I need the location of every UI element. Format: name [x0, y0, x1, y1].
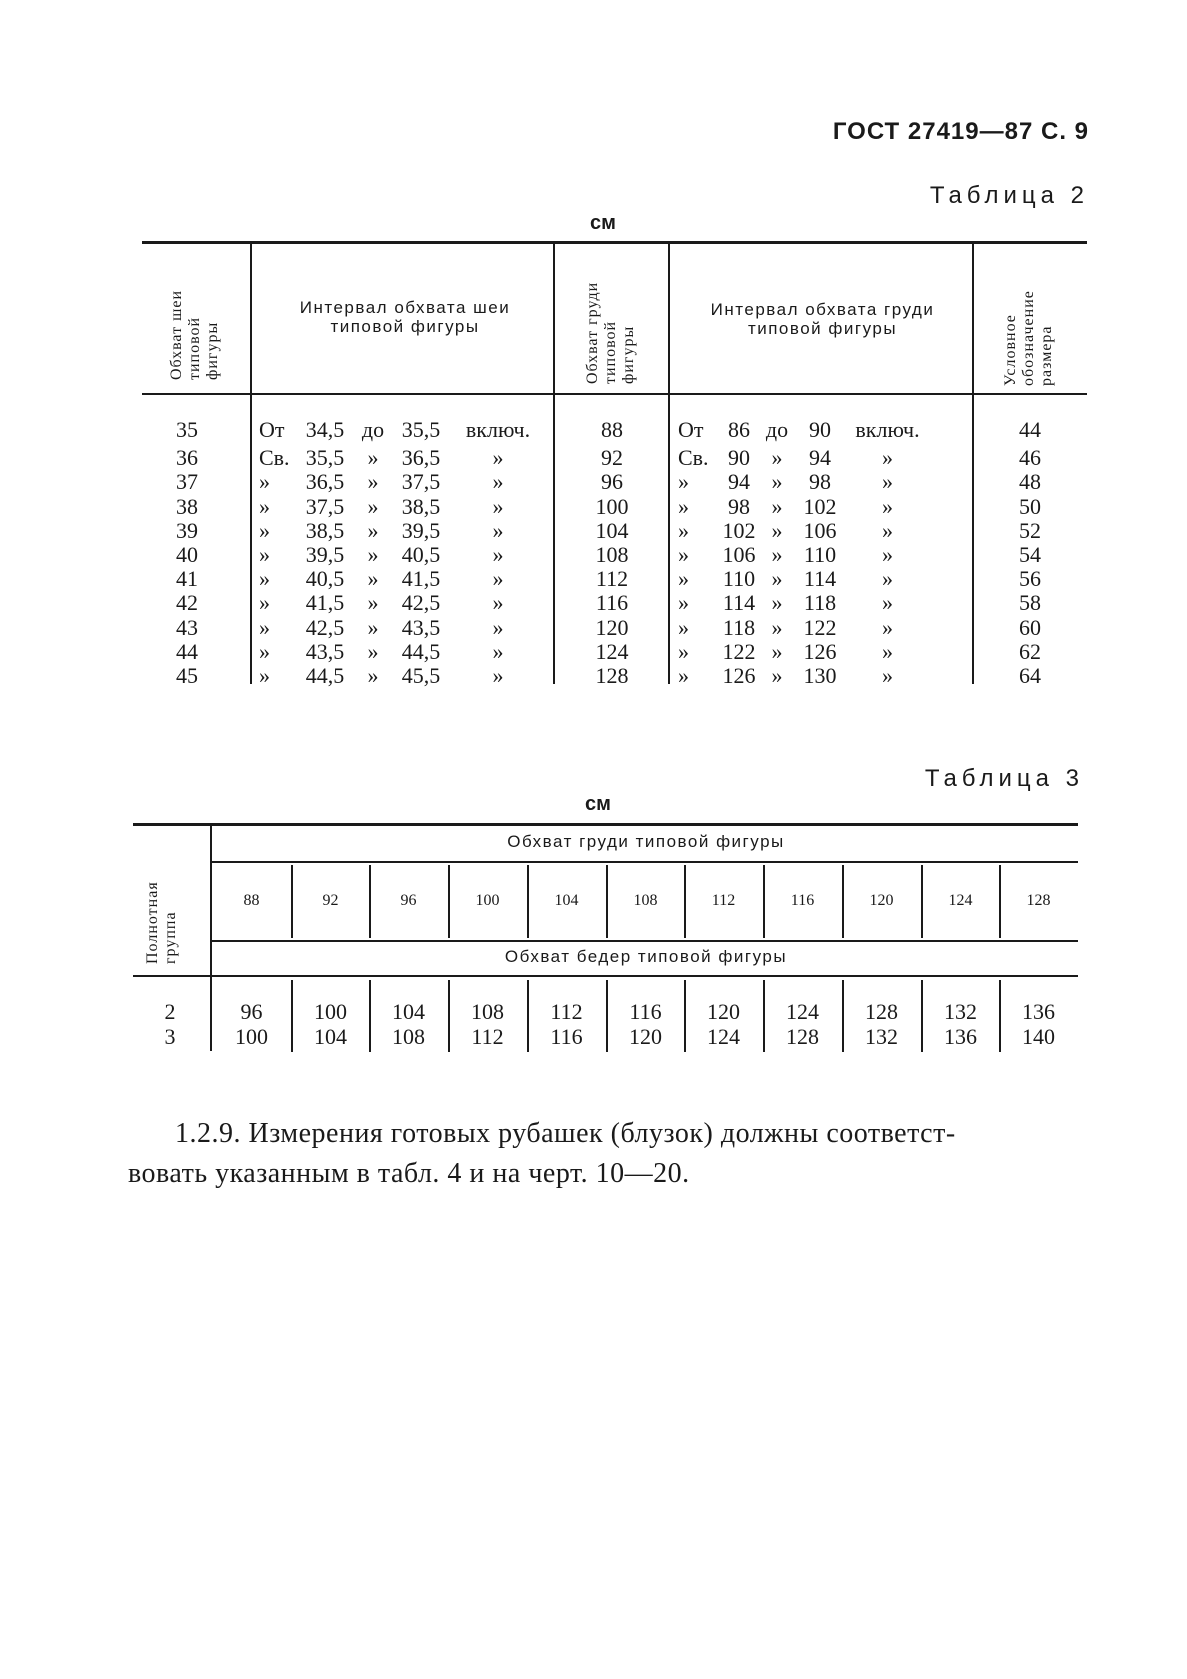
paragraph-line-1: 1.2.9. Измерения готовых рубашек (блузок) должны соответст-	[175, 1118, 956, 1149]
table2-cell-n_to: 40,5	[401, 542, 441, 567]
table2-cell-chest: 92	[601, 445, 623, 470]
table2-cell-c_post: »	[882, 590, 893, 615]
table2-cell-n_to: 44,5	[401, 639, 441, 664]
table3-hip-value: 124	[707, 1024, 740, 1049]
table2-cell-c_pre: Св.	[678, 445, 709, 470]
table3-top-rule	[133, 823, 1078, 826]
table2-cell-c_mid: »	[771, 590, 783, 615]
table3-hip-value: 104	[314, 1024, 347, 1049]
table3-hip-value: 120	[707, 999, 740, 1024]
table2-cell-c_post: »	[882, 639, 893, 664]
table2-cell-c_from: 122	[722, 639, 756, 664]
table3-header-rule	[133, 975, 1078, 977]
table3-chest-value: 120	[869, 892, 894, 909]
table2-cell-n_from: 40,5	[305, 566, 345, 591]
table2-cell-c_from: 106	[722, 542, 756, 567]
table2-cell-n_mid: »	[367, 445, 379, 470]
table2-cell-n_pre: »	[259, 469, 270, 494]
table2-cell-c_pre: »	[678, 615, 689, 640]
table2-cell-chest: 128	[595, 663, 629, 688]
table2-cell-c_to: 122	[803, 615, 837, 640]
table2-cell-c_to: 126	[803, 639, 837, 664]
table2-cell-size: 44	[1019, 417, 1041, 442]
table2-cell-c_to: 98	[809, 469, 831, 494]
table3-chest-value: 116	[790, 892, 815, 909]
table2-cell-c_pre: »	[678, 494, 689, 519]
table3-chest-value: 88	[243, 892, 260, 909]
table2-header-neck-girth: Обхват шеи типовой фигуры	[168, 289, 221, 380]
table2-cell-n_mid: »	[367, 518, 379, 543]
table2-cell-n_from: 44,5	[305, 663, 345, 688]
table2-header-neck-interval: Интервал обхвата шеи типовой фигуры	[299, 298, 511, 336]
table2-cell-c_mid: до	[765, 417, 789, 442]
table2-cell-c_pre: »	[678, 542, 689, 567]
table2-cell-c_to: 106	[803, 518, 837, 543]
table2-cell-n_post: »	[492, 518, 504, 543]
table2-cell-chest: 108	[595, 542, 629, 567]
table3-chest-value: 96	[400, 892, 417, 909]
table2-cell-neck: 44	[176, 639, 198, 664]
table2-caption: Таблица 2	[929, 182, 1089, 209]
table2-col-divider	[553, 244, 555, 684]
table2-cell-c_pre: »	[678, 566, 689, 591]
table2-cell-n_post: »	[492, 639, 504, 664]
table2-header-chest-girth: Обхват груди типовой фигуры	[584, 281, 637, 384]
table2-cell-size: 48	[1019, 469, 1041, 494]
table2-cell-n_post: »	[492, 445, 504, 470]
table2-cell-chest: 124	[595, 639, 629, 664]
table2-cell-c_post: »	[882, 469, 893, 494]
table2-cell-size: 58	[1019, 590, 1041, 615]
table2-cell-n_mid: »	[367, 494, 379, 519]
table2-cell-neck: 36	[176, 445, 198, 470]
table2-cell-c_from: 118	[722, 615, 756, 640]
table2-cell-n_to: 35,5	[401, 417, 441, 442]
table3-unit: см	[585, 793, 611, 815]
table2-cell-c_from: 114	[722, 590, 756, 615]
table2-cell-n_pre: »	[259, 639, 270, 664]
table2-header-size-designation: Условное обозначение размера	[1002, 290, 1055, 386]
table2-cell-c_post: »	[882, 445, 893, 470]
table3-hip-value: 96	[240, 999, 263, 1024]
table2-unit: см	[590, 212, 616, 234]
table2-cell-chest: 116	[595, 590, 629, 615]
table2-cell-n_from: 37,5	[305, 494, 345, 519]
table2-cell-neck: 37	[176, 469, 198, 494]
table3-header-hips: Обхват бедер типовой фигуры	[504, 947, 788, 966]
table2-cell-neck: 43	[176, 615, 198, 640]
table3-chest-value: 100	[475, 892, 500, 909]
table3-chest-value: 128	[1026, 892, 1051, 909]
table2-cell-size: 52	[1019, 518, 1041, 543]
table2-cell-c_pre: »	[678, 590, 689, 615]
table3-hip-value: 120	[629, 1024, 662, 1049]
table2-cell-chest: 112	[595, 566, 629, 591]
table2-cell-n_mid: »	[367, 566, 379, 591]
table2-cell-size: 64	[1019, 663, 1041, 688]
table2-cell-n_post: »	[492, 566, 504, 591]
table2-cell-c_to: 114	[803, 566, 837, 591]
page-header: ГОСТ 27419—87 С. 9	[832, 118, 1089, 145]
table3-group: 3	[164, 1024, 176, 1049]
table2-cell-neck: 41	[176, 566, 198, 591]
table2-cell-n_mid: »	[367, 469, 379, 494]
table2-cell-n_from: 35,5	[305, 445, 345, 470]
table3-chest-value: 124	[948, 892, 973, 909]
table2-cell-neck: 40	[176, 542, 198, 567]
table2-cell-c_from: 86	[728, 417, 750, 442]
table2-cell-neck: 35	[176, 417, 198, 442]
table2-cell-c_post: »	[882, 566, 893, 591]
table2-cell-c_mid: »	[771, 639, 783, 664]
table2-cell-n_to: 45,5	[401, 663, 441, 688]
table2-cell-n_from: 41,5	[305, 590, 345, 615]
table2-cell-c_mid: »	[771, 445, 783, 470]
table2-cell-c_from: 90	[728, 445, 750, 470]
table2-cell-c_pre: »	[678, 663, 689, 688]
table2-cell-c_post: »	[882, 518, 893, 543]
table2-cell-c_post: »	[882, 542, 893, 567]
table2-cell-c_mid: »	[771, 615, 783, 640]
table3-header-chest: Обхват груди типовой фигуры	[507, 832, 785, 851]
table2-cell-chest: 88	[601, 417, 623, 442]
table2-cell-n_post: »	[492, 469, 504, 494]
table2-cell-c_to: 118	[803, 590, 837, 615]
table3-chest-value: 108	[633, 892, 658, 909]
table2-cell-n_to: 42,5	[401, 590, 441, 615]
table2-cell-c_from: 98	[728, 494, 750, 519]
table2-cell-c_mid: »	[771, 494, 783, 519]
table2-cell-n_to: 36,5	[401, 445, 441, 470]
table2-cell-n_mid: »	[367, 663, 379, 688]
table3-hip-value: 116	[550, 1024, 583, 1049]
table2-cell-c_pre: »	[678, 639, 689, 664]
table3-caption: Таблица 3	[924, 765, 1084, 792]
table3-header-group: Полнотная группа	[144, 881, 179, 964]
table3-chest-value: 112	[711, 892, 736, 909]
table3-hip-value: 104	[392, 999, 425, 1024]
table2-top-rule	[142, 241, 1087, 244]
table2-header-rule	[142, 393, 1087, 395]
table2-cell-c_to: 90	[809, 417, 831, 442]
table2-cell-neck: 39	[176, 518, 198, 543]
table2-cell-c_post: »	[882, 494, 893, 519]
table2-cell-n_to: 37,5	[401, 469, 441, 494]
table2-cell-n_to: 39,5	[401, 518, 441, 543]
table2-cell-c_pre: »	[678, 469, 689, 494]
table2-cell-neck: 42	[176, 590, 198, 615]
table2-cell-n_pre: »	[259, 494, 270, 519]
table2-cell-c_from: 94	[728, 469, 750, 494]
table3-hip-value: 108	[392, 1024, 425, 1049]
table2-cell-n_post: »	[492, 590, 504, 615]
table2-cell-c_to: 110	[803, 542, 837, 567]
table3-hip-value: 136	[944, 1024, 977, 1049]
table2-cell-n_from: 38,5	[305, 518, 345, 543]
table2-cell-c_post: »	[882, 615, 893, 640]
table2-cell-n_post: »	[492, 494, 504, 519]
table2-col-divider	[972, 244, 974, 684]
table2-cell-n_mid: »	[367, 615, 379, 640]
table3-group: 2	[164, 999, 176, 1024]
table2-cell-n_pre: »	[259, 542, 270, 567]
table2-cell-n_to: 43,5	[401, 615, 441, 640]
table2-cell-c_pre: »	[678, 518, 689, 543]
table2-header-chest-interval: Интервал обхвата груди типовой фигуры	[710, 300, 935, 338]
table2-cell-n_pre: От	[259, 417, 285, 442]
table2-cell-chest: 104	[595, 518, 629, 543]
table2-cell-size: 62	[1019, 639, 1041, 664]
table2-cell-n_post: »	[492, 663, 504, 688]
table2-cell-c_post: »	[882, 663, 893, 688]
table3-hip-value: 132	[944, 999, 977, 1024]
table2-cell-c_mid: »	[771, 663, 783, 688]
table3-hip-value: 112	[471, 1024, 504, 1049]
table2-cell-n_mid: »	[367, 639, 379, 664]
table3-chest-values-rule	[212, 940, 1078, 942]
table2-cell-c_to: 94	[809, 445, 831, 470]
table2-cell-n_mid: »	[367, 590, 379, 615]
table2-cell-c_mid: »	[771, 542, 783, 567]
table3-hip-value: 128	[865, 999, 898, 1024]
table2-cell-size: 56	[1019, 566, 1041, 591]
table2-cell-n_pre: Св.	[259, 445, 290, 470]
table2-cell-n_from: 42,5	[305, 615, 345, 640]
table2-cell-neck: 38	[176, 494, 198, 519]
table3-hip-value: 100	[235, 1024, 268, 1049]
table2-cell-n_mid: до	[361, 417, 385, 442]
table3-hip-value: 124	[786, 999, 819, 1024]
table2-cell-c_to: 102	[803, 494, 837, 519]
table2-cell-size: 54	[1019, 542, 1041, 567]
table2-cell-n_pre: »	[259, 615, 270, 640]
table3-chest-header-rule	[212, 861, 1078, 863]
table2-cell-n_mid: »	[367, 542, 379, 567]
table2-cell-c_to: 130	[803, 663, 837, 688]
table2-cell-c_from: 126	[722, 663, 756, 688]
table3-hip-value: 112	[550, 999, 583, 1024]
table2-cell-c_mid: »	[771, 518, 783, 543]
table2-cell-n_from: 34,5	[305, 417, 345, 442]
table2-cell-c_from: 110	[722, 566, 756, 591]
table3-hip-value: 132	[865, 1024, 898, 1049]
table3-hip-value: 108	[471, 999, 504, 1024]
table2-cell-c_pre: От	[678, 417, 704, 442]
table2-cell-size: 46	[1019, 445, 1041, 470]
table3-hip-value: 100	[314, 999, 347, 1024]
paragraph-line-2: вовать указанным в табл. 4 и на черт. 10—20.	[128, 1158, 690, 1189]
table2-cell-n_post: »	[492, 542, 504, 567]
table2-cell-neck: 45	[176, 663, 198, 688]
table3-chest-value: 104	[554, 892, 579, 909]
table2-cell-n_from: 43,5	[305, 639, 345, 664]
table2-cell-c_post: включ.	[855, 417, 920, 442]
table3-hip-value: 140	[1022, 1024, 1055, 1049]
table2-cell-size: 50	[1019, 494, 1041, 519]
table2-cell-n_post: включ.	[465, 417, 531, 442]
table3-hip-value: 128	[786, 1024, 819, 1049]
table2-cell-c_mid: »	[771, 469, 783, 494]
table2-cell-c_from: 102	[722, 518, 756, 543]
table2-cell-n_post: »	[492, 615, 504, 640]
table2-cell-n_pre: »	[259, 566, 270, 591]
table2-cell-n_pre: »	[259, 590, 270, 615]
table2-cell-n_from: 36,5	[305, 469, 345, 494]
table2-cell-n_pre: »	[259, 663, 270, 688]
table2-cell-n_to: 41,5	[401, 566, 441, 591]
table3-hip-value: 116	[629, 999, 662, 1024]
table3-hip-value: 136	[1022, 999, 1055, 1024]
table2-cell-size: 60	[1019, 615, 1041, 640]
table2-cell-c_mid: »	[771, 566, 783, 591]
table3-chest-value: 92	[322, 892, 339, 909]
table2-col-divider	[250, 244, 252, 684]
table2-cell-n_pre: »	[259, 518, 270, 543]
table2-col-divider	[668, 244, 670, 684]
table2-cell-n_to: 38,5	[401, 494, 441, 519]
table2-cell-chest: 100	[595, 494, 629, 519]
table2-cell-n_from: 39,5	[305, 542, 345, 567]
table2-cell-chest: 120	[595, 615, 629, 640]
table2-cell-chest: 96	[601, 469, 623, 494]
